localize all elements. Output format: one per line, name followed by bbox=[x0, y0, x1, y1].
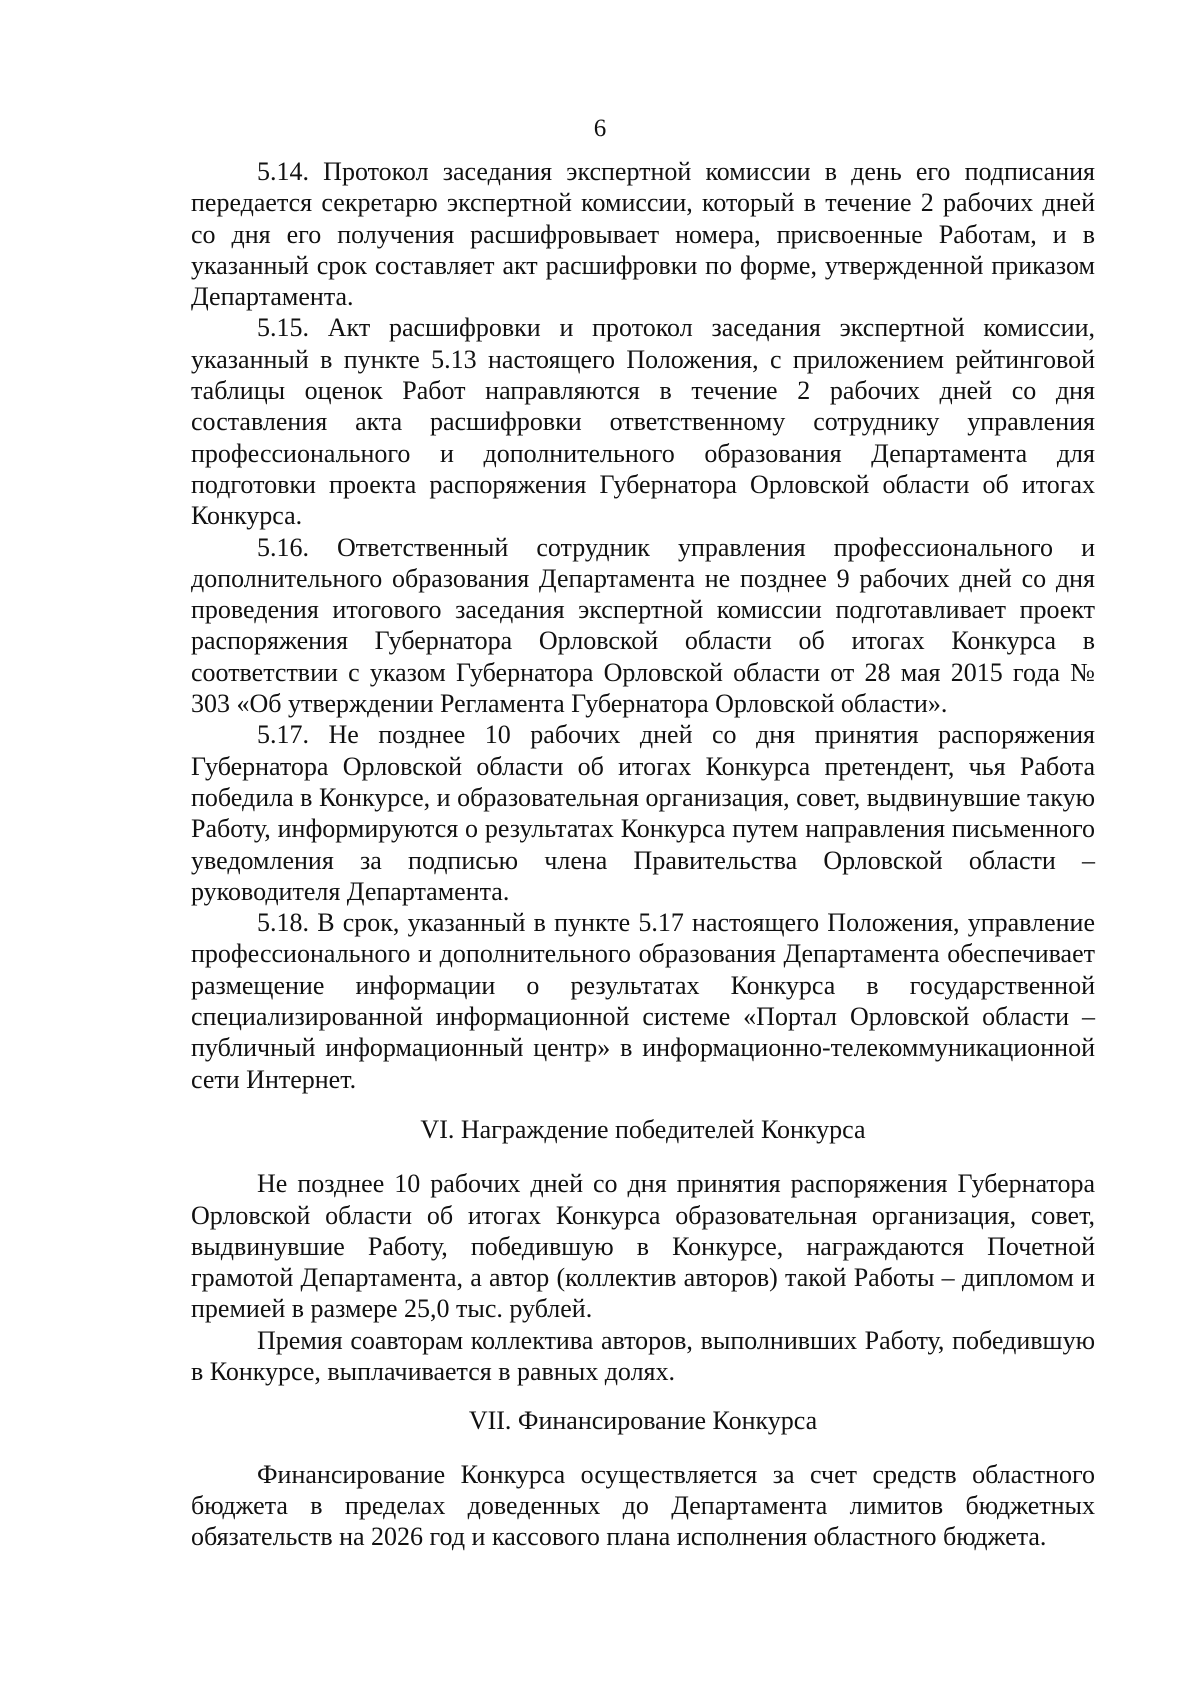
section-7-paragraph-1: Финансирование Конкурса осуществляется за счет средств областного бюджета в пределах доведенных до Департамента лимитов бюджетных обязательств на 2026 год и кассового плана исполнения областного бюджета. bbox=[191, 1459, 1095, 1552]
section-6-heading: VI. Награждение победителей Конкурса bbox=[420, 1114, 866, 1144]
section-6-paragraph-1: Не позднее 10 рабочих дней со дня принятия распоряжения Губернатора Орловской области об итогах Конкурса образовательная организация, совет, выдвинувшие Работу, победившую в Конкурсе, награждаются Почетной грамотой Департамента, а автор (коллектив авторов) такой Работы – дипломом и премией в размере 25,0 тыс. рублей. bbox=[191, 1169, 1095, 1324]
section-7-heading: VII. Финансирование Конкурса bbox=[468, 1406, 818, 1436]
paragraph-5-18: 5.18. В срок, указанный в пункте 5.17 настоящего Положения, управление профессионального и дополнительного образования Департамента обеспечивает размещение информации о результатах Конкурса в государственной специализированной информационной системе «Портал Орловской области – публичный информационный центр» в информационно-телекоммуникационной сети Интернет. bbox=[191, 908, 1095, 1094]
paragraph-5-15: 5.15. Акт расшифровки и протокол заседания экспертной комиссии, указанный в пункте 5.13 настоящего Положения, с приложением рейтинговой таблицы оценок Работ направляются в течение 2 рабочих дней со дня составления акта расшифровки ответственному сотруднику управления профессионального и дополнительного образования Департамента для подготовки проекта распоряжения Губернатора Орловской области об итогах Конкурса. bbox=[191, 313, 1095, 531]
paragraph-5-16: 5.16. Ответственный сотрудник управления профессионального и дополнительного образования Департамента не позднее 9 рабочих дней со дня проведения итогового заседания экспертной комиссии подготавливает проект распоряжения Губернатора Орловской области об итогах Конкурса в соответствии с указом Губернатора Орловской области от 28 мая 2015 года № 303 «Об утверждении Регламента Губернатора Орловской области». bbox=[191, 532, 1095, 719]
section-6-paragraph-2: Премия соавторам коллектива авторов, выполнивших Работу, победившую в Конкурсе, выплачивается в равных долях. bbox=[191, 1325, 1095, 1386]
document-body bbox=[191, 156, 1095, 1552]
paragraph-5-14: 5.14. Протокол заседания экспертной комиссии в день его подписания передается секретарю экспертной комиссии, который в течение 2 рабочих дней со дня его получения расшифровывает номера, присвоенные Работам, и в указанный срок составляет акт расшифровки по форме, утвержденной приказом Департамента. bbox=[191, 157, 1095, 312]
page-number: 6 bbox=[593, 115, 607, 142]
paragraph-5-17: 5.17. Не позднее 10 рабочих дней со дня принятия распоряжения Губернатора Орловской области об итогах Конкурса претендент, чья Работа победила в Конкурсе, и образовательная организация, совет, выдвинувшие такую Работу, информируются о результатах Конкурса путем направления письменного уведомления за подписью члена Правительства Орловской области – руководителя Департамента. bbox=[191, 720, 1095, 906]
